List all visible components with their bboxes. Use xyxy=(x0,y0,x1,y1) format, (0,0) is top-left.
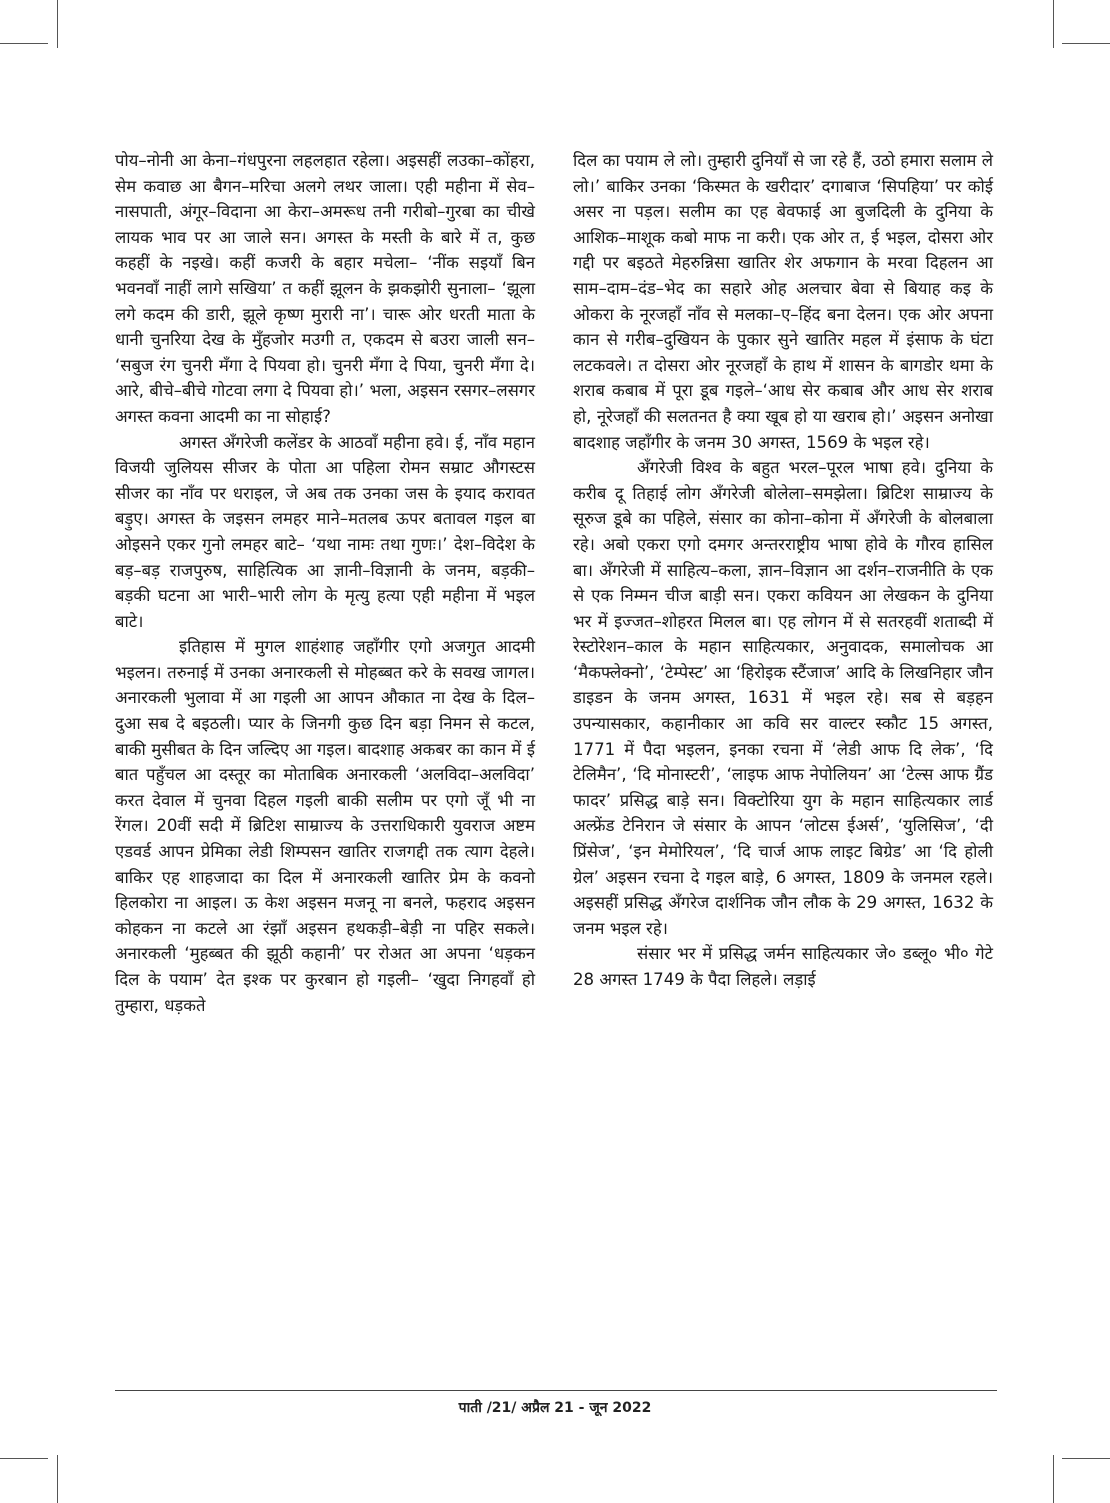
paragraph: इतिहास में मुगल शाहंशाह जहाँगीर एगो अजगुत आदमी भइलन। तरुनाई में उनका अनारकली से मोहब्बत करे के सवख जागल। अनारकली भुलावा में आ गइली आ आपन औकात ना देख के दिल–दुआ सब दे बइठली। प्यार के जिनगी कुछ दिन बड़ा निमन से कटल, बाकी मुसीबत के दिन जल्दिए आ गइल। बादशाह अकबर का कान में ई बात पहुँचल आ दस्तूर का मोताबिक अनारकली ‘अलविदा–अलविदा’ करत देवाल में चुनवा दिहल गइली बाकी सलीम पर एगो जूँ भी ना रेंगल। 20वीं सदी में ब्रिटिश साम्राज्य के उत्तराधिकारी युवराज अष्टम एडवर्ड आपन प्रेमिका लेडी शिम्पसन खातिर राजगद्दी तक त्याग देहले। बाकिर एह शाहजादा का दिल में अनारकली खातिर प्रेम के कवनो हिलकोरा ना आइल। ऊ केश अइसन मजनू ना बनले, फहराद अइसन कोहकन ना कटले आ रंझाँ अइसन हथकड़ी–बेड़ी ना पहिर सकले। अनारकली ‘मुहब्बत की झूठी कहानी’ पर रोअत आ अपना ‘धड़कन दिल के पयाम’ देत इश्क पर कुरबान हो गइली– ‘खुदा निगहवाँ हो तुम्हारा, धड़कते xyxy=(115,637,535,1015)
crop-mark xyxy=(1062,43,1110,44)
crop-mark xyxy=(1062,1458,1110,1459)
footer-divider xyxy=(115,1390,997,1391)
paragraph: संसार भर में प्रसिद्ध जर्मन साहित्यकार जे० डब्लू० भी० गेटे 28 अगस्त 1749 के पैदा लिहले। लड़ाई xyxy=(573,944,993,989)
crop-mark xyxy=(1053,0,1054,48)
paragraph: दिल का पयाम ले लो। तुम्हारी दुनियाँ से जा रहे हैं, उठो हमारा सलाम ले लो।’ बाकिर उनका ‘किस्मत के खरीदार’ दगाबाज ‘सिपहिया’ पर कोई असर ना पड़ल। सलीम का एह बेवफाई आ बुजदिली के दुनिया के आशिक–माशूक कबो माफ ना करी। एक ओर त, ई भइल, दोसरा ओर गद्दी पर बइठते मेहरुन्निसा खातिर शेर अफगान के मरवा दिहलन आ साम–दाम–दंड–भेद का सहारे ओह अलचार बेवा से बियाह कइ के ओकरा के नूरजहाँ नाँव से मलका–ए–हिंद बना देलन। एक ओर अपना कान से गरीब–दुखियन के पुकार सुने खातिर महल में इंसाफ के घंटा लटकवले। त दोसरा ओर नूरजहाँ के हाथ में शासन के बागडोर थमा के शराब कबाब में पूरा डूब गइले–‘आध सेर कबाब और आध सेर शराब हो, नूरेजहाँ की सलतनत है क्या खूब हो या खराब हो।’ अइसन अनोखा बादशाह जहाँगीर के जनम 30 अगस्त, 1569 के भइल रहे। xyxy=(573,151,993,452)
crop-mark xyxy=(0,43,48,44)
right-column xyxy=(573,148,993,993)
paragraph: अगस्त अँगरेजी कलेंडर के आठवाँ महीना हवे। ई, नाँव महान विजयी जुलियस सीजर के पोता आ पहिला रोमन सम्राट औगस्टस सीजर का नाँव पर धराइल, जे अब तक उनका जस के इयाद करावत बड़ुए। अगस्त के जइसन लमहर माने–मतलब ऊपर बतावल गइल बा ओइसने एकर गुनो लमहर बाटे– ‘यथा नामः तथा गुणः।’ देश–विदेश के बड़–बड़ राजपुरुष, साहित्यिक आ ज्ञानी–विज्ञानी के जनम, बड़की–बड़की घटना आ भारी–भारी लोग के मृत्यु हत्या एही महीना में भइल बाटे। xyxy=(115,432,535,631)
crop-mark xyxy=(0,1458,48,1459)
crop-mark xyxy=(57,0,58,48)
crop-mark xyxy=(57,1455,58,1503)
crop-mark xyxy=(1053,1455,1054,1503)
left-column xyxy=(115,148,535,1018)
page-footer: पाती /21/ अप्रैल 21 - जून 2022 xyxy=(458,1400,652,1416)
paragraph: पोय–नोनी आ केना–गंधपुरना लहलहात रहेला। अइसहीं लउका–कोंहरा, सेम कवाछ आ बैगन–मरिचा अलगे लथर जाला। एही महीना में सेव–नासपाती, अंगूर–विदाना आ केरा–अमरूध तनी गरीबो–गुरबा का चीखे लायक भाव पर आ जाले सन। अगस्त के मस्ती के बारे में त, कुछ कहहीं के नइखे। कहीं कजरी के बहार मचेला– ‘नींक सइयाँ बिन भवनवाँ नाहीं लागे सखिया’ त कहीं झूलन के झकझोरी सुनाला– ‘झूला लगे कदम की डारी, झूले कृष्ण मुरारी ना’। चारू ओर धरती माता के धानी चुनरिया देख के मुँहजोर मउगी त, एकदम से बउरा जाली सन– ‘सबुज रंग चुनरी मँगा दे पियवा हो। चुनरी मँगा दे पिया, चुनरी मँगा दे। आरे, बीचे–बीचे गोटवा लगा दे पियवा हो।’ भला, अइसन रसगर–लसगर अगस्त कवना आदमी का ना सोहाई? xyxy=(115,151,535,426)
paragraph: अँगरेजी विश्व के बहुत भरल–पूरल भाषा हवे। दुनिया के करीब दू तिहाई लोग अँगरेजी बोलेला–समझेला। ब्रिटिश साम्राज्य के सूरुज डूबे का पहिले, संसार का कोना–कोना में अँगरेजी के बोलबाला रहे। अबो एकरा एगो दमगर अन्तरराष्ट्रीय भाषा होवे के गौरव हासिल बा। अँगरेजी में साहित्य–कला, ज्ञान–विज्ञान आ दर्शन–राजनीति के एक से एक निम्मन चीज बाड़ी सन। एकरा कवियन आ लेखकन के दुनिया भर में इज्जत–शोहरत मिलल बा। एह लोगन में से सतरहवीं शताब्दी में रेस्टोरेशन–काल के महान साहित्यकार, अनुवादक, समालोचक आ ‘मैकफ्लेक्नो’, ‘टेम्पेस्ट’ आ ‘हिरोइक स्टैंजाज’ आदि के लिखनिहार जौन डाइडन के जनम अगस्त, 1631 में भइल रहे। सब से बड़हन उपन्यासकार, कहानीकार आ कवि सर वाल्टर स्कौट 15 अगस्त, 1771 में पैदा भइलन, इनका रचना में ‘लेडी आफ दि लेक’, ‘दि टेलिमैन’, ‘दि मोनास्टरी’, ‘लाइफ आफ नेपोलियन’ आ ‘टेल्स आफ ग्रैंड फादर’ प्रसिद्ध बाड़े सन। विक्टोरिया युग के महान साहित्यकार लार्ड अल्फ्रेंड टेनिरान जे संसार के आपन ‘लोटस ईअर्स’, ‘युलिसिज’, ‘दी प्रिंसेज’, ‘इन मेमोरियल’, ‘दि चार्ज आफ लाइट बिग्रेड’ आ ‘दि होली ग्रेल’ अइसन रचना दे गइल बाड़े, 6 अगस्त, 1809 के जनमल रहले। अइसहीं प्रसिद्ध अँगरेज दार्शनिक जौन लौक के 29 अगस्त, 1632 के जनम भइल रहे। xyxy=(573,458,993,938)
